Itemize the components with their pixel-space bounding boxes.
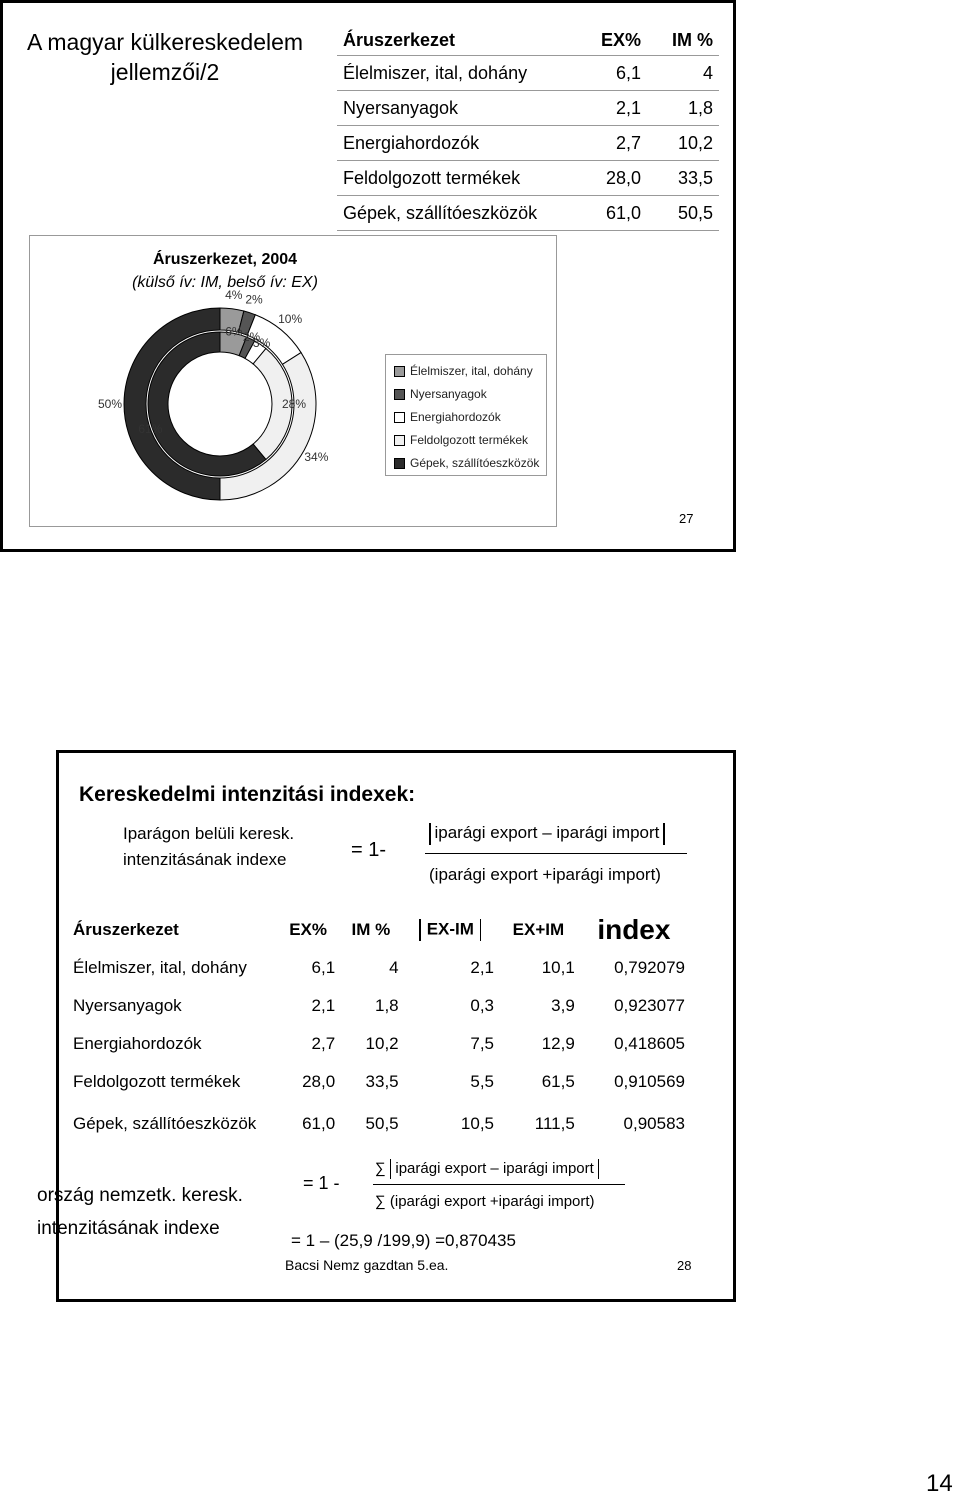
table-cell: Gépek, szállítóeszközök [73, 1114, 257, 1133]
table-cell: 1,8 [647, 91, 719, 126]
slice-label: 28% [281, 397, 307, 411]
formula1-fraction-line [425, 853, 687, 854]
formula1-label-line2: intenzitásának indexe [123, 850, 287, 869]
table-cell: Energiahordozók [337, 126, 575, 161]
slice-label: 34% [304, 449, 329, 464]
table-header-cell: Áruszerkezet [337, 25, 575, 56]
page-number: 27 [679, 511, 694, 526]
table-cell: 50,5 [365, 1114, 399, 1133]
table-cell: 28,0 [575, 161, 647, 196]
table-cell: 10,1 [541, 958, 575, 977]
table-cell: 10,2 [647, 126, 719, 161]
table-cell: 0,910569 [614, 1072, 685, 1091]
table-row [337, 56, 719, 91]
table-header-text: Áruszerkezet [73, 920, 179, 939]
table-cell: Gépek, szállítóeszközök [337, 196, 575, 231]
formula2-denominator-text: (iparági export +iparági import) [389, 1193, 595, 1210]
table-cell: 0,792079 [614, 958, 685, 977]
legend-label: Energiahordozók [410, 410, 501, 424]
document-page-number: 14 [926, 1470, 953, 1497]
formula2-label-line1: ország nemzetk. keresk. [37, 1185, 243, 1206]
table-cell: 0,418605 [614, 1034, 685, 1053]
slice-label: 4% [225, 287, 243, 302]
legend-item [394, 384, 487, 404]
formula1-denominator: (iparági export +iparági import) [429, 865, 661, 884]
formula2-label [37, 1179, 243, 1245]
intensity-index-table [69, 911, 689, 1147]
slice-label: 2% [245, 292, 263, 307]
table-cell: 10,5 [460, 1114, 494, 1133]
sigma-symbol: ∑ [375, 1159, 386, 1177]
table-header-cell: EX% [575, 25, 647, 56]
slice-label: 10% [278, 312, 303, 327]
page-number: 28 [677, 1258, 692, 1273]
table-cell: 61,0 [302, 1114, 336, 1133]
table-header-text: index [597, 914, 671, 945]
chart-title-line2: (külső ív: IM, belső ív: EX) [132, 274, 318, 291]
legend-label: Feldolgozott termékek [410, 433, 529, 447]
formula2-numerator-text: iparági export – iparági import [395, 1159, 594, 1177]
table-cell: 111,5 [534, 1114, 575, 1133]
legend-swatch [394, 366, 405, 377]
table-cell: 4 [389, 958, 399, 977]
slide-title: A magyar külkereskedelem jellemzői/2 [26, 29, 304, 85]
sigma-symbol: ∑ [375, 1193, 386, 1210]
slice-label: 2% [242, 330, 261, 345]
slice-label: 61% [138, 422, 163, 437]
table-header-cell [339, 911, 402, 949]
legend-label: Nyersanyagok [410, 387, 487, 401]
table-cell: 5,5 [470, 1072, 494, 1091]
legend-swatch [394, 458, 405, 469]
table-cell: 12,9 [541, 1034, 575, 1053]
table-header-cell [579, 911, 689, 949]
table-row [337, 161, 719, 196]
chart-legend [385, 354, 547, 476]
table-cell: 2,7 [575, 126, 647, 161]
formula1-label-line1: Iparágon belüli keresk. [123, 824, 295, 843]
table-row [69, 987, 689, 1025]
table-header-text: EX+IM [512, 920, 565, 939]
table-cell: Nyersanyagok [73, 996, 182, 1015]
table-cell: 6,1 [311, 958, 336, 977]
table-header-text: IM % [351, 920, 391, 939]
table-header-cell [277, 911, 339, 949]
legend-label: Élelmiszer, ital, dohány [410, 364, 533, 378]
table-cell: 1,8 [375, 996, 399, 1015]
table-row [337, 126, 719, 161]
legend-label: Gépek, szállítóeszközök [410, 456, 540, 470]
legend-item [394, 361, 533, 381]
table-cell: 50,5 [647, 196, 719, 231]
formula2-denominator [375, 1193, 595, 1210]
table-cell: Élelmiszer, ital, dohány [337, 56, 575, 91]
table-row [69, 1025, 689, 1063]
slide-28 [37, 750, 736, 1302]
table-row [69, 949, 689, 987]
table-row [337, 196, 719, 231]
legend-swatch [394, 389, 405, 400]
table-cell: 2,1 [575, 91, 647, 126]
table-cell: 28,0 [302, 1072, 336, 1091]
table-cell: Feldolgozott termékek [73, 1072, 241, 1091]
table-cell: 7,5 [470, 1034, 494, 1053]
formula1-numerator [429, 823, 665, 845]
table-cell: Élelmiszer, ital, dohány [73, 958, 247, 977]
table-cell: Feldolgozott termékek [337, 161, 575, 196]
legend-item [394, 407, 501, 427]
table-cell: 0,3 [470, 996, 494, 1015]
table-cell: 2,1 [470, 958, 494, 977]
formula1-numerator-text: iparági export – iparági import [434, 823, 660, 843]
slide-27 [0, 0, 736, 552]
slice-label: 6% [225, 324, 243, 339]
table-cell: 0,90583 [623, 1114, 685, 1133]
table-cell: Nyersanyagok [337, 91, 575, 126]
formula1-label [123, 821, 294, 873]
table-header-row [337, 25, 719, 56]
legend-item [394, 453, 539, 473]
table-row [69, 1063, 689, 1101]
table-cell: 0,923077 [614, 996, 685, 1015]
table-cell: 33,5 [365, 1072, 399, 1091]
slice-label: 50% [97, 397, 123, 411]
slide-title: Kereskedelmi intenzitási indexek: [79, 783, 416, 806]
table-header-text: EX-IM [426, 919, 474, 939]
goods-structure-table [337, 25, 719, 231]
table-row [337, 91, 719, 126]
table-header-cell [69, 911, 277, 949]
table-header-cell: IM % [647, 25, 719, 56]
legend-swatch [394, 435, 405, 446]
formula2-numerator [375, 1159, 599, 1179]
formula1-equals: = 1- [351, 839, 387, 861]
formula2-fraction-line [373, 1184, 625, 1185]
table-header-cell [403, 911, 498, 949]
table-cell: 2,7 [311, 1034, 336, 1053]
table-cell: 33,5 [647, 161, 719, 196]
slide-footer: Bacsi Nemz gazdtan 5.ea. [285, 1257, 449, 1273]
table-row [69, 1101, 689, 1147]
table-cell: Energiahordozók [73, 1034, 202, 1053]
table-cell: 61,5 [541, 1072, 575, 1091]
slice-label: 3% [252, 335, 271, 350]
table-cell: 2,1 [311, 996, 336, 1015]
chart-title-line1: Áruszerkezet, 2004 [152, 251, 298, 268]
formula2-equals: = 1 - [303, 1173, 340, 1193]
table-cell: 3,9 [551, 996, 575, 1015]
table-header-text: EX% [289, 920, 327, 939]
table-cell: 10,2 [365, 1034, 399, 1053]
legend-swatch [394, 412, 405, 423]
table-header-row [69, 911, 689, 949]
table-cell: 61,0 [575, 196, 647, 231]
table-cell: 4 [647, 56, 719, 91]
table-header-cell [498, 911, 579, 949]
table-cell: 6,1 [575, 56, 647, 91]
chart-area [29, 235, 557, 527]
formula2-label-line2: intenzitásának indexe [37, 1218, 220, 1239]
formula2-result: = 1 – (25,9 /199,9) =0,870435 [291, 1231, 516, 1250]
legend-item [394, 430, 528, 450]
